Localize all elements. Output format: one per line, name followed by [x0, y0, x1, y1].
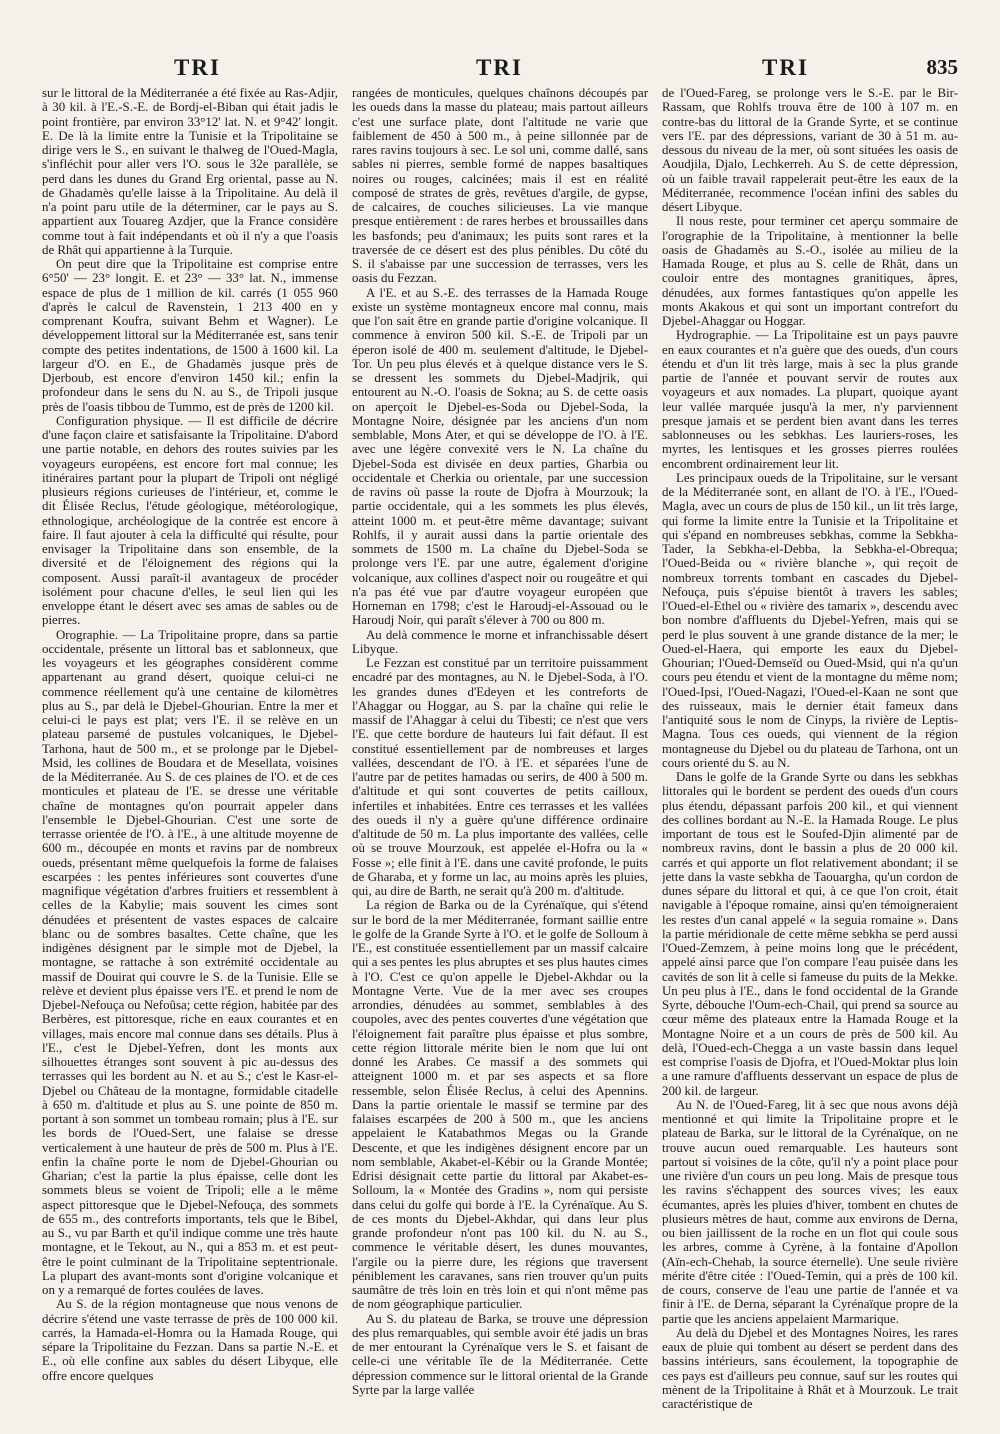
paragraph: Le Fezzan est constitué par un territoire puissamment encadré par des montagnes, au N. le Djebel-Soda, à l'O. les grandes dunes d'Edeyen et les contreforts de l'Ahaggar ou Hoggar, au S. par la chaîne qui relie le massif de l'Ahaggar à celui du Tibesti; ce n'est que vers l'E. que cette bordure de hauteurs lui fait défaut. Il est constitué essentiellement par de nombreuses et larges vallées, descendant de l'O. à l'E. et séparées l'une de l'autre par de petites hamadas ou serirs, de 400 à 500 m. d'altitude et qui sont couvertes de petits cailloux, infertiles et inhabitées. Entre ces terrasses et les vallées des oueds il n'y a guère qu'une différence ordinaire d'altitude de 50 m. La plus importante des vallées, celle où se trouve Mourzouk, est appelée el-Hofra ou la « Fosse »; elle finit à l'E. dans une cavité profonde, le puits de Gharaba, et y forme un lac, au moins après les pluies, qui, au dire de Barth, ne serait qu'à 200 m. d'altitude. — [352, 656, 648, 898]
paragraph: Au delà commence le morne et infranchissable désert Libyque. — [352, 627, 648, 656]
paragraph: On peut dire que la Tripolitaine est comprise entre 6°50' — 23° longit. E. et 23° — 33° lat. N., immense espace de plus de 1 million de kil. carrés (1 055 960 d'après le calcul de Ravenstein, 1 213 400 en y comprenant Koufra, suivant Behm et Wagner). Le développement littoral sur la Méditerranée est, sans tenir compte des petites indentations, de 1500 à 1600 kil. La largeur d'O. en E., de Ghadamès jusque près de Djerboub, est encore d'environ 1450 kil.; enfin la profondeur dans le sens du N. au S., de Tripoli jusque près de l'oasis tibbou de Tummo, est de près de 1200 kil. — [42, 257, 338, 414]
paragraph: A l'E. et au S.-E. des terrasses de la Hamada Rouge existe un système montagneux encore mal connu, mais que l'on sait être en grande partie d'origine volcanique. Il commence à environ 500 kil. S.-E. de Tripoli par un éperon isolé de 400 m. seulement d'altitude, le Djebel-Tor. Un peu plus élevés et à quelque distance vers le S. se dressent les sommets du Djebel-Madjrik, qui entourent au N.-O. l'oasis de Sokna; au S. de cette oasis on aperçoit le Djebel-es-Soda ou Djebel-Soda, la Montagne Noire, désignée par les anciens d'un nom semblable, Mons Ater, et qui se développe de l'O. à l'E. avec une légère convexité vers le N. La chaîne du Djebel-Soda est divisée en deux parties, Gharbia ou occidentale et Cherkia ou orientale, par une succession de ravins où passe la route de Djofra à Mourzouk; la partie occidentale, qui a les sommets les plus élevés, atteint 1000 m. et peut-être même davantage; suivant Rohlfs, il y aurait aussi dans la partie orientale des sommets de 1500 m. La chaîne du Djebel-Soda se prolonge vers l'E. par une autre, également d'origine volcanique, aux collines d'aspect noir ou rougeâtre et qui n'a pas été vue par d'autre voyageur européen que Horneman en 1798; c'est le Haroudj-el-Assouad ou le Haroudj Noir, qui paraît s'élever à 700 ou 800 m. — [352, 285, 648, 628]
paragraph: sur le littoral de la Méditerranée a été fixée au Ras-Adjir, à 30 kil. à l'E.-S.-E. de Bordj-el-Biban qui était jadis le point frontière, par environ 33°12' lat. N. et 9°42' longit. E. De là la limite entre la Tunisie et la Tripolitaine se dirige vers le S., en suivant le thalweg de l'Oued-Magla, s'infléchit pour aller vers l'O. sous le 32e parallèle, se perd dans les dunes du Grand Erg oriental, passe au N. de Ghadamès qu'elle laisse à la Tripolitaine. Au delà il n'a point paru utile de la déterminer, car le pays au S. appartient aux Touareg Azdjer, que la France considère comme tout à fait indépendants et où il n'y a que l'oasis de Rhât qui appartienne à la Turquie. — [42, 86, 338, 257]
paragraph: Au S. du plateau de Barka, se trouve une dépression des plus remarquables, qui semble avoir été jadis un bras de mer entourant la Cyrénaïque vers le S. et faisant de celle-ci une véritable île de la Méditerranée. Cette dépression commence sur le littoral oriental de la Grande Syrte par la large vallée — [352, 1311, 648, 1397]
header-middle-word: TRI — [476, 55, 523, 80]
paragraph: Au delà du Djebel et des Montagnes Noires, les rares eaux de pluie qui tombent au désert se perdent dans des bassins intérieurs, sans écoulement, la topographie de ces pays est d'ailleurs peu connue, sauf sur les routes qui mènent de la Tripolitaine à Rhât et à Mourzouk. Le trait caractéristique de — [662, 1325, 958, 1411]
paragraph: Configuration physique. — Il est difficile de décrire d'une façon claire et satisfaisante la Tripolitaine. D'abord une partie notable, en dehors des routes suivies par les voyageurs européens, est encore fort mal connue; les itinéraires partant pour la plupart de Tripoli ont négligé plusieurs régions curieuses de l'intérieur, et, comme le dit Élisée Reclus, l'étude géologique, météorologique, ethnologique, archéologique de la contrée est encore à faire. Il faut ajouter à cela la difficulté qui résulte, pour envisager la Tripolitaine dans son ensemble, de la diversité et de l'éloignement des régions qui la composent. Aussi paraît-il avantageux de procéder isolément pour chacune d'elles, le seul lien qui les enveloppe étant le désert avec ses amas de sables ou de pierres. — [42, 413, 338, 628]
paragraph: Au N. de l'Oued-Fareg, lit à sec que nous avons déjà mentionné et qui limite la Tripolitaine propre et le plateau de Barka, sur le littoral de la Cyrénaïque, on ne trouve aucun oued remarquable. Les hauteurs sont partout si voisines de la côte, qu'il n'y a point place pour une rivière d'un cours un peu long. Mais de presque tous les ravins s'échappent des sources vives; les eaux écumantes, après les pluies d'hiver, tombent en chutes de plusieurs mètres de haut, comme aux environs de Derna, ou bien jaillissent de la roche en un flot qui coule sous les arbres, comme à Cyrène, à la fontaine d'Apollon (Aïn-ech-Chehab, la source éternelle). Une seule rivière mérite d'être citée : l'Oued-Temin, qui a près de 100 kil. de cours, conserve de l'eau une partie de l'année et va finir à l'E. de Derna, séparant la Cyrénaïque propre de la partie que les anciens appelaient Marmarique. — [662, 1097, 958, 1326]
paragraph: Orographie. — La Tripolitaine propre, dans sa partie occidentale, présente un littoral bas et sablonneux, que les voyageurs et les géographes considèrent comme appartenant au grand désert, quoique celui-ci ne commence réellement qu'à une centaine de kilomètres plus au S., par delà le Djebel-Ghourian. Entre la mer et celui-ci le pays est plat; vers l'E. il se relève en un plateau parsemé de pustules volcaniques, le Djebel-Tarhona, haut de 500 m., et se prolonge par le Djebel-Msid, les collines de Boudara et de Mesellata, voisines de la Méditerranée. Au S. de ces plaines de l'O. et de ces monticules et plateau de l'E. se dresse une véritable chaîne de montagnes qu'on pourrait appeler dans l'ensemble le Djebel-Ghourian. C'est une sorte de terrasse orientée de l'O. à l'E., à une altitude moyenne de 600 m., découpée en monts et ravins par de nombreux oueds, présentant même quelquefois la forme de falaises escarpées : les pentes inférieures sont couvertes d'une magnifique végétation d'arbres fruitiers et ressemblent à celles de la Kabylie; mais souvent les cimes sont dénudées et présentent de vastes espaces de calcaire blanc ou de sombres basaltes. Cette chaîne, que les indigènes désignent par le simple mot de Djebel, la montagne, se rattache à son extrémité occidentale au massif de Douirat qui couvre le S. de la Tunisie. Elle se relève et devient plus épaisse vers l'E. et prend le nom de Djebel-Nefouça ou Nefoûsa; cette région, habitée par des Berbères, est pittoresque, riche en eaux courantes et en villages, mais encore mal connue dans ses détails. Plus à l'E., c'est le Djebel-Yefren, dont les monts aux silhouettes étranges sont souvent à pic au-dessus des terrasses qui les bordent au N. et au S.; c'est le Kasr-el-Djebel ou Château de la montagne, formidable citadelle à 650 m. d'altitude et plus au S. une pointe de 850 m. portant à son sommet un tombeau romain; plus à l'E. sur les bords de l'Oued-Sert, une falaise se dresse verticalement à une hauteur de près de 500 m. Plus à l'E. enfin la chaîne porte le nom de Djebel-Ghourian ou Gharian; c'est la partie la plus épaisse, celle dont les sommets bleus se voient de Tripoli; elle a le même aspect pittoresque que le Djebel-Nefouça, des sommets de 655 m., des contreforts importants, tels que le Bibel, au S., vu par Barth et qu'il indique comme une très haute montagne, et le Tekout, au N., qui a 853 m. et est peut-être le point culminant de la Tripolitaine septentrionale. La plupart des avant-monts sont d'origine volcanique et on y a remarqué de fortes coulées de laves. — [42, 627, 338, 1297]
header-right-word: TRI — [762, 55, 809, 80]
paragraph: Dans le golfe de la Grande Syrte ou dans les sebkhas littorales qui le bordent se perdent des oueds d'un cours plus étendu, dépassant parfois 200 kil., et qui viennent des collines bordant au N.-E. la Hamada Rouge. Le plus important de tous est le Soufed-Djin alimenté par de nombreux ravins, dont le bassin a plus de 20 000 kil. carrés et qui apporte un flot relativement abondant; il se jette dans la vaste sebkha de Taouargha, qu'un cordon de dunes sépare du littoral et qui, à ce que l'on croit, était navigable à l'époque romaine, ainsi qu'en témoigneraient les restes d'un canal appelé « la seguia romaine ». Dans la partie méridionale de cette même sebkha se perd aussi l'Oued-Zemzem, à peine moins long que le précédent, appelé ainsi parce que l'on compare l'eau puisée dans les cavités de son lit à celle si fameuse du puits de la Mekke. Un peu plus à l'E., dans le fond occidental de la Grande Syrte, débouche l'Oum-ech-Chail, qui prend sa source au cœur même des plateaux entre la Hamada Rouge et la Montagne Noire et a un cours de près de 500 kil. Au delà, l'Oued-ech-Chegga a un vaste bassin dans lequel est comprise l'oasis de Djofra, et l'Oued-Moktar plus loin a une ramure d'affluents desservant un espace de plus de 200 kil. de largeur. — [662, 770, 958, 1098]
paragraph: Les principaux oueds de la Tripolitaine, sur le versant de la Méditerranée sont, en allant de l'O. à l'E., l'Oued-Magla, avec un cours de plus de 150 kil., un lit très large, qui forme la limite entre la Tunisie et la Tripolitaine et qui s'épand en nombreuses sebkhas, comme la Sebkha-Tader, la Sebkha-el-Debba, la Sebkha-el-Obrequa; l'Oued-Beida ou « rivière blanche », qui reçoit de nombreux torrents tombant en cascades du Djebel-Nefouça, puis s'épuise bientôt à travers les sables; l'Oued-el-Ethel ou « rivière des tamarix », descendu avec bon nombre d'affluents du Djebel-Yefren, mais qui se perd le plus souvent à une grande distance de la mer; le Oued-el-Haera, qui emporte les eaux du Djebel-Ghourian; l'Oued-Demseïd ou Oued-Msid, qui n'a qu'un cours peu étendu et vient de la montagne du même nom; l'Oued-Ipsi, l'Oued-Nagazi, l'Oued-el-Kaan ne sont que des ruisseaux, mais le dernier était fameux dans l'antiquité sous le nom de Cinyps, la rivière de Leptis-Magna. Tous ces oueds, qui viennent de la région montagneuse du Djebel ou du plateau de Tarhona, ont un cours orienté du S. au N. — [662, 470, 958, 770]
paragraph: Il nous reste, pour terminer cet aperçu sommaire de l'orographie de la Tripolitaine, à mentionner la belle oasis de Ghadamès au S.-O., isolée au milieu de la Hamada Rouge, et plus au S. celle de Rhât, dans un couloir entre des montagnes granitiques, âpres, dénudées, aux formes fantastiques qu'on appelle les monts Akakous et qui sont un important contrefort du Djebel-Ahaggar ou Hoggar. — [662, 214, 958, 328]
text-columns — [42, 86, 958, 1421]
header-left-word: TRI — [174, 55, 221, 80]
paragraph: rangées de monticules, quelques chaînons découpés par les oueds dans la masse du plateau; mais partout ailleurs c'est une surface plate, dont l'altitude ne varie que faiblement de 450 à 500 m., à peine sillonnée par de rares ravins toujours à sec. Le sol uni, comme dallé, sans sables ni pierres, semble formé de nappes basaltiques noires ou rouges, calcinées; mais il est en réalité composé de strates de grès, revêtues d'argile, de gypse, de calcaires, de couches silicieuses. La vie manque presque entièrement : de rares herbes et broussailles dans les basfonds; peu d'animaux; les puits sont rares et la traversée de ce désert est des plus pénibles. Du côté du S. il s'abaisse par une succession de terrasses, vers les oasis du Fezzan. — [352, 86, 648, 286]
paragraph: Hydrographie. — La Tripolitaine est un pays pauvre en eaux courantes et n'a guère que des oueds, d'un cours étendu et d'un lit très large, mais à sec la plus grande partie de l'année et pouvant servir de routes aux voyageurs et aux nomades. La plupart, quoique ayant leur vallée marquée jusqu'à la mer, n'y parviennent presque jamais et se perdent bien avant dans les terres sablonneuses ou les sebkhas. Les lauriers-roses, les myrtes, les lentisques et les grosses pierres roulées encombrent ordinairement leur lit. — [662, 328, 958, 471]
column-2 — [352, 86, 648, 1421]
paragraph: de l'Oued-Fareg, se prolonge vers le S.-E. par le Bir-Rassam, que Rohlfs trouva être de 100 à 107 m. en contre-bas du littoral de la Grande Syrte, et se continue vers l'E. par des dépressions, variant de 30 à 51 m. au-dessous du niveau de la mer, où sont situées les oasis de Aoudjila, Djalo, Lechkerreh. Au S. de cette dépression, où un faible travail rappelerait peut-être les eaux de la Méditerranée, recommence l'océan infini des sables du désert Libyque. — [662, 86, 958, 214]
paragraph: La région de Barka ou de la Cyrénaïque, qui s'étend sur le bord de la mer Méditerranée, formant saillie entre le golfe de la Grande Syrte à l'O. et le golfe de Solloum à l'E., est constituée essentiellement par un massif calcaire qui a ses pentes les plus abruptes et ses plus hautes cimes à l'O. C'est ce qu'on appelle le Djebel-Akhdar ou la Montagne Verte. Vue de la mer avec ses croupes arrondies, dénudées au sommet, semblables à des coupoles, avec des pentes couvertes d'une végétation que l'éloignement fait paraître plus épaisse et plus sombre, cette région littorale mérite bien le nom que lui ont donné les Arabes. Ce massif a des sommets qui atteignent 1000 m. et par ses aspects et sa flore ressemble, selon Élisée Reclus, à celui des Apennins. Dans la partie orientale le massif se termine par des falaises escarpées de 200 à 500 m., que les anciens appelaient le Katabathmos Megas ou la Grande Descente, et que les indigènes désignent encore par un nom semblable, Akabet-el-Kébir ou la Grande Montée; Edrisi désignait cette partie du littoral par Akabet-es-Solloum, la « Montée des Gradins », nom qui persiste dans celui du golfe qui borde à l'E. la Cyrénaïque. Au S. de ces monts du Djebel-Akhdar, qui dans leur plus grande profondeur n'ont pas 100 kil. du N. au S., commence le véritable désert, les dunes mouvantes, l'argile ou la pierre dure, les régions que traversent péniblement les caravanes, sans rien trouver qu'un puits saumâtre de très loin en très loin et qui n'ont même pas de nom géographique particulier. — [352, 898, 648, 1312]
page-number: 835 — [926, 55, 958, 79]
column-3 — [662, 86, 958, 1421]
column-1 — [42, 86, 338, 1421]
paragraph: Au S. de la région montagneuse que nous venons de décrire s'étend une vaste terrasse de près de 100 000 kil. carrés, la Hamada-el-Homra ou la Hamada Rouge, qui sépare la Tripolitaine du Fezzan. Dans sa partie N.-E. et E., où elle confine aux sables du désert Libyque, elle offre encore quelques — [42, 1297, 338, 1383]
